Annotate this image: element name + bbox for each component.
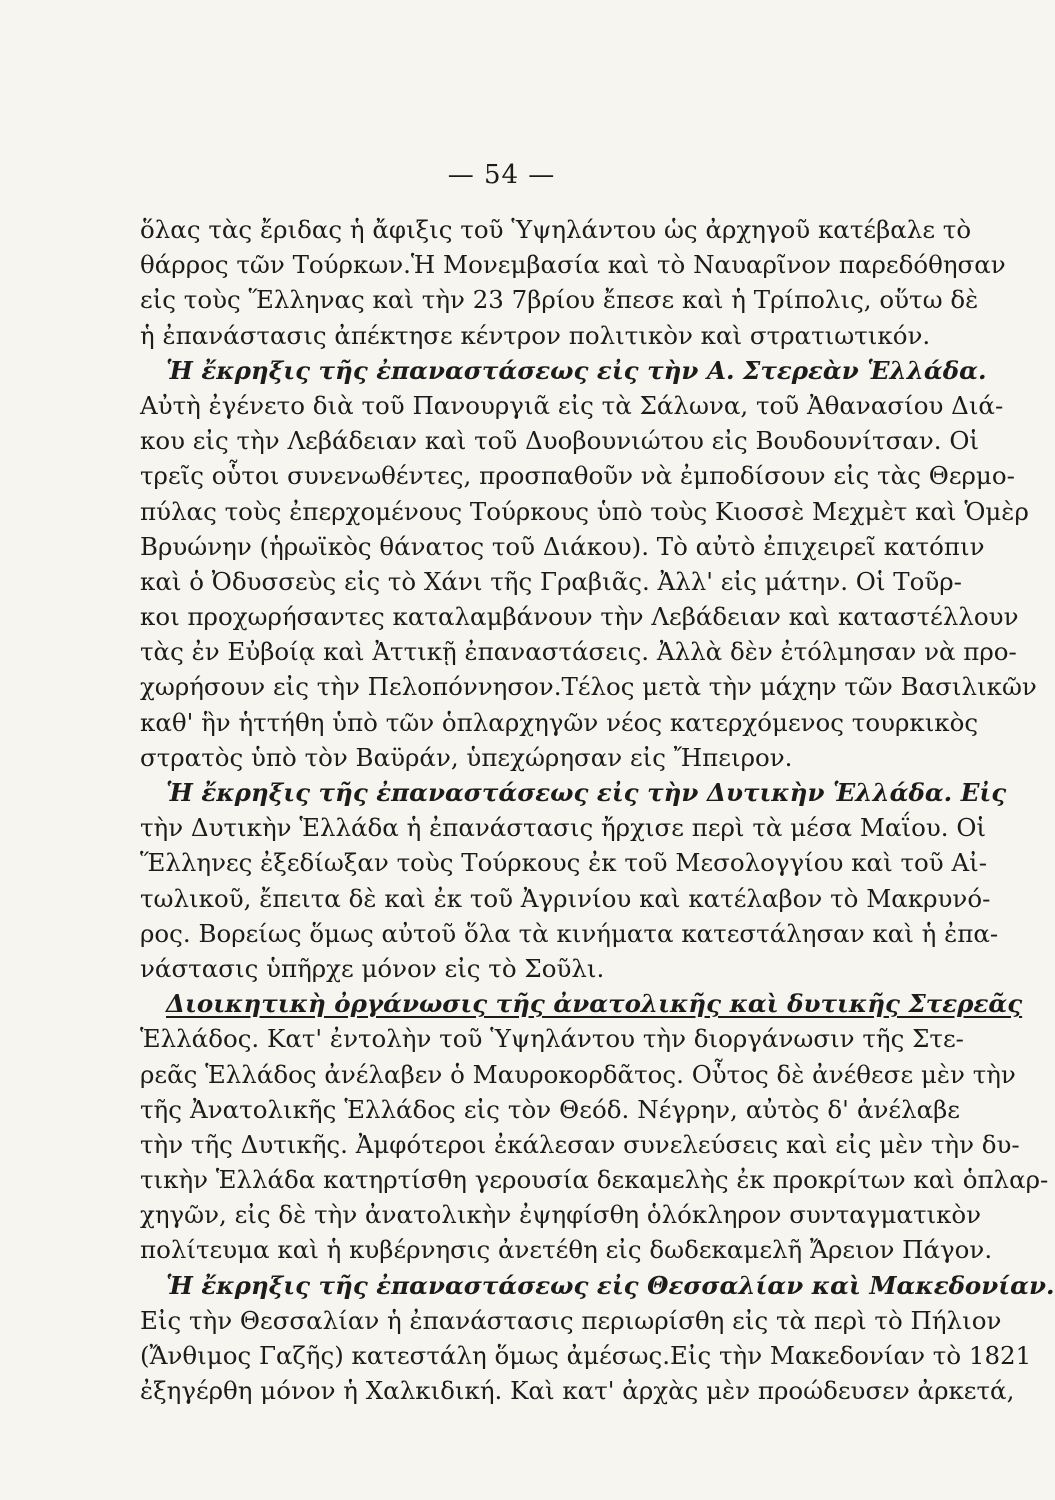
text-line: καὶ ὁ Ὀδυσσεὺς εἰς τὸ Χάνι τῆς Γραβιᾶς. Ἀλλ' εἰς μάτην. Οἱ Τοῦρ- — [140, 566, 962, 596]
text-line: πύλας τοὺς ἐπερχομένους Τούρκους ὑπὸ τοὺς Κιοσσὲ Μεχμὲτ καὶ Ὁμὲρ — [140, 496, 1029, 526]
text-line: τῆς Ἀνατολικῆς Ἑλλάδος εἰς τὸν Θεόδ. Νέγρην, αὐτὸς δ' ἀνέλαβε — [140, 1094, 960, 1124]
text-line: χωρήσουν εἰς τὴν Πελοπόννησον.Τέλος μετὰ τὴν μάχην τῶν Βασιλικῶν — [140, 672, 1037, 702]
text-line: ρεᾶς Ἑλλάδος ἀνέλαβεν ὁ Μαυροκορδᾶτος. Οὗτος δὲ ἀνέθεσε μὲν τὴν — [140, 1059, 1016, 1089]
text-line: (Ἄνθιμος Γαζῆς) κατεστάλη ὅμως ἀμέσως.Εἰς τὴν Μακεδονίαν τὸ 1821 — [140, 1341, 1032, 1370]
text-line: νάστασις ὑπῆρχε μόνον εἰς τὸ Σοῦλι. — [140, 953, 605, 983]
text-line: ἐξηγέρθη μόνον ἡ Χαλκιδική. Καὶ κατ' ἀρχὰς μὲν προώδευσεν ἀρκετά, — [140, 1376, 1015, 1406]
text-line: τὰς ἐν Εὐβοίᾳ καὶ Ἀττικῇ ἐπαναστάσεις. Ἀλλὰ δὲν ἐτόλμησαν νὰ προ- — [140, 637, 1017, 667]
section-heading-thessaly-macedonia: Ἡ ἔκρηξις τῆς ἐπαναστάσεως εἰς Θεσσαλίαν καὶ Μακεδονίαν. — [166, 1270, 1055, 1300]
text-line: τικὴν Ἑλλάδα κατηρτίσθη γερουσία δεκαμελὴς ἐκ προκρίτων καὶ ὁπλαρ- — [140, 1165, 1049, 1195]
text-line: κοι προχωρήσαντες καταλαμβάνουν τὴν Λεβάδειαν καὶ καταστέλλουν — [140, 602, 1019, 632]
text-line: τωλικοῦ, ἔπειτα δὲ καὶ ἐκ τοῦ Ἀγρινίου καὶ κατέλαβον τὸ Μακρυνό- — [140, 883, 991, 913]
text-line: καθ' ἣν ἡττήθη ὑπὸ τῶν ὁπλαρχηγῶν νέος κατερχόμενος τουρκικὸς — [140, 707, 979, 737]
text-line: ἡ ἐπανάστασις ἀπέκτησε κέντρον πολιτικὸν καὶ στρατιωτικόν. — [140, 320, 931, 350]
body-text — [140, 212, 1055, 1408]
text-line: Ἑλλάδος. Κατ' ἐντολὴν τοῦ Ὑψηλάντου τὴν διοργάνωσιν τῆς Στε- — [140, 1024, 964, 1054]
text-line: Βρυώνην (ἡρωϊκὸς θάνατος τοῦ Διάκου). Τὸ αὐτὸ ἐπιχειρεῖ κατόπιν — [140, 531, 985, 561]
section-heading-west-greece: Ἡ ἔκρηξις τῆς ἐπαναστάσεως εἰς τὴν Δυτικὴν Ἑλλάδα. Εἰς — [166, 778, 1007, 807]
section-heading-east-sterea: Ἡ ἔκρηξις τῆς ἐπαναστάσεως εἰς τὴν Α. Στερεὰν Ἑλλάδα. — [166, 355, 987, 385]
text-line: Ἕλληνες ἐξεδίωξαν τοὺς Τούρκους ἐκ τοῦ Μεσολογγίου καὶ τοῦ Αἰ- — [140, 848, 988, 878]
text-line: κου εἰς τὴν Λεβάδειαν καὶ τοῦ Δυοβουνιώτου εἰς Βουδουνίτσαν. Οἱ — [140, 426, 980, 456]
text-line: ὅλας τὰς ἔριδας ἡ ἄφιξις τοῦ Ὑψηλάντου ὡς ἀρχηγοῦ κατέβαλε τὸ — [140, 215, 972, 244]
text-line: Εἰς τὴν Θεσσαλίαν ἡ ἐπανάστασις περιωρίσθη εἰς τὰ περὶ τὸ Πήλιον — [140, 1305, 1002, 1335]
text-line: θάρρος τῶν Τούρκων.Ἡ Μονεμβασία καὶ τὸ Ναυαρῖνον παρεδόθησαν — [140, 250, 1006, 280]
text-line: ρος. Βορείως ὅμως αὐτοῦ ὅλα τὰ κινήματα κατεστάλησαν καὶ ἡ ἐπα- — [140, 918, 999, 948]
text-line: πολίτευμα καὶ ἡ κυβέρνησις ἀνετέθη εἰς δωδεκαμελῆ Ἄρειον Πάγον. — [140, 1235, 993, 1265]
text-line: χηγῶν, εἰς δὲ τὴν ἀνατολικὴν ἐψηφίσθη ὁλόκληρον συνταγματικὸν — [140, 1200, 982, 1230]
text-line: στρατὸς ὑπὸ τὸν Βαϋράν, ὑπεχώρησαν εἰς Ἤπειρον. — [140, 742, 793, 772]
text-line: τὴν Δυτικὴν Ἑλλάδα ἡ ἐπανάστασις ἤρχισε περὶ τὰ μέσα Μαΐου. Οἱ — [140, 813, 987, 843]
text-line: εἰς τοὺς Ἕλληνας καὶ τὴν 23 7βρίου ἔπεσε καὶ ἡ Τρίπολις, οὕτω δὲ — [140, 285, 979, 315]
text-line: τρεῖς οὗτοι συνενωθέντες, προσπαθοῦν νὰ ἐμποδίσουν εἰς τὰς Θερμο- — [140, 461, 1015, 491]
page-number: — 54 — — [447, 160, 556, 190]
section-heading-administration: Διοικητικὴ ὀργάνωσις τῆς ἀνατολικῆς καὶ δυτικῆς Στερεᾶς — [166, 989, 1023, 1019]
text-line: Αὐτὴ ἐγένετο διὰ τοῦ Πανουργιᾶ εἰς τὰ Σάλωνα, τοῦ Ἀθανασίου Διά- — [140, 390, 1004, 420]
text-line: τὴν τῆς Δυτικῆς. Ἀμφότεροι ἐκάλεσαν συνελεύσεις καὶ εἰς μὲν τὴν δυ- — [140, 1129, 1020, 1159]
